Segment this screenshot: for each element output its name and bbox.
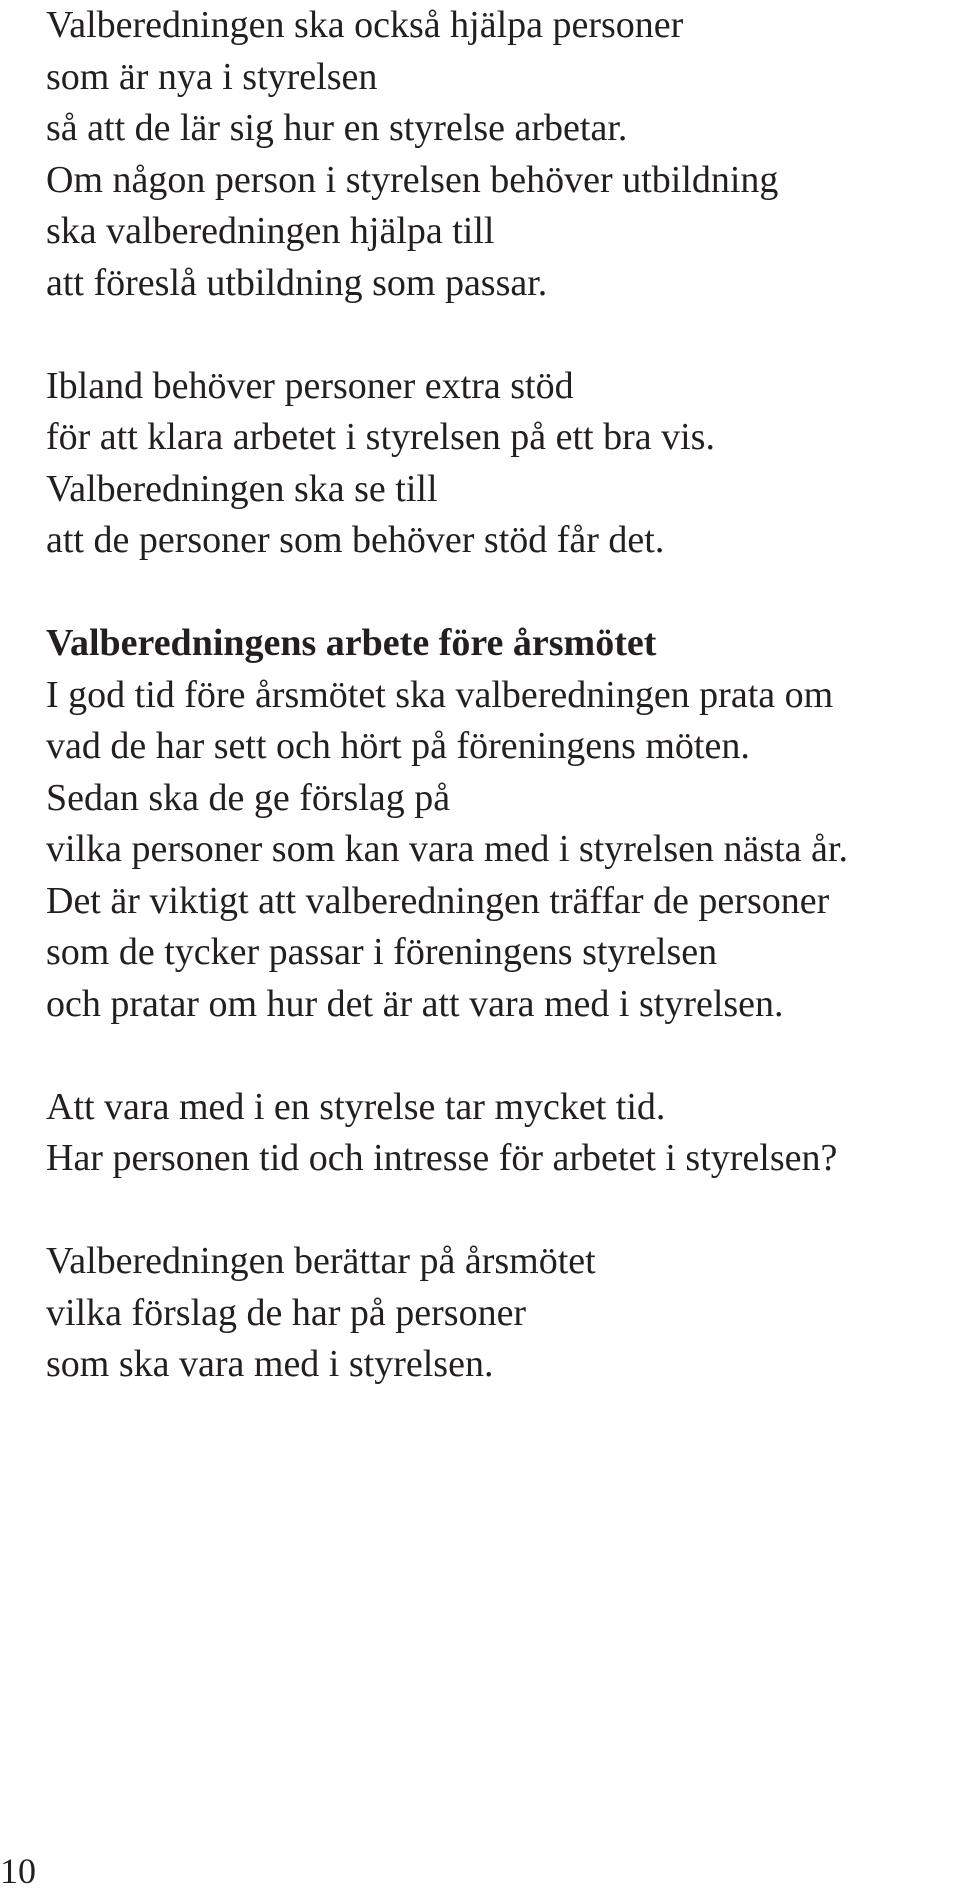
- page-number: 10: [0, 1851, 36, 1891]
- text-line: Ibland behöver personer extra stöd: [46, 364, 574, 407]
- paragraph-time-commitment: [46, 1082, 946, 1185]
- paragraph-spacer: [46, 567, 946, 619]
- paragraph-before-annual-meeting: [46, 618, 946, 1030]
- paragraph-spacer: [46, 1185, 946, 1237]
- text-line: I god tid före årsmötet ska valberedningen prata om: [46, 673, 834, 716]
- text-line: att de personer som behöver stöd får det.: [46, 519, 665, 561]
- text-line: som de tycker passar i föreningens styrelsen: [46, 931, 718, 973]
- text-line: Att vara med i en styrelse tar mycket tid.: [46, 1085, 666, 1128]
- text-line: Valberedningen ska också hjälpa personer: [46, 4, 684, 46]
- text-line: att föreslå utbildning som passar.: [46, 261, 548, 304]
- text-line: och pratar om hur det är att vara med i styrelsen.: [46, 982, 784, 1025]
- paragraph-spacer: [46, 1030, 946, 1082]
- text-line: Sedan ska de ge förslag på: [46, 776, 451, 819]
- text-line: vilka personer som kan vara med i styrelsen nästa år.: [46, 828, 848, 870]
- page-body: [46, 0, 946, 1391]
- paragraph-board-training: [46, 0, 946, 309]
- text-line: ska valberedningen hjälpa till: [46, 210, 495, 252]
- text-line: som är nya i styrelsen: [46, 55, 378, 98]
- paragraph-extra-support: [46, 361, 946, 567]
- text-line: så att de lär sig hur en styrelse arbetar.: [46, 107, 628, 149]
- paragraph-spacer: [46, 309, 946, 361]
- text-line: vilka förslag de har på personer: [46, 1291, 527, 1334]
- text-line: Det är viktigt att valberedningen träffar de personer: [46, 879, 830, 922]
- text-line: Om någon person i styrelsen behöver utbildning: [46, 158, 779, 201]
- text-line: vad de har sett och hört på föreningens möten.: [46, 725, 750, 767]
- text-line: för att klara arbetet i styrelsen på ett bra vis.: [46, 416, 715, 458]
- text-line: Valberedningen ska se till: [46, 467, 438, 510]
- text-line: som ska vara med i styrelsen.: [46, 1343, 494, 1385]
- section-heading: Valberedningens arbete före årsmötet: [46, 622, 657, 664]
- text-line: Valberedningen berättar på årsmötet: [46, 1240, 596, 1282]
- text-line: Har personen tid och intresse för arbetet i styrelsen?: [46, 1137, 838, 1179]
- paragraph-announcement: [46, 1236, 946, 1391]
